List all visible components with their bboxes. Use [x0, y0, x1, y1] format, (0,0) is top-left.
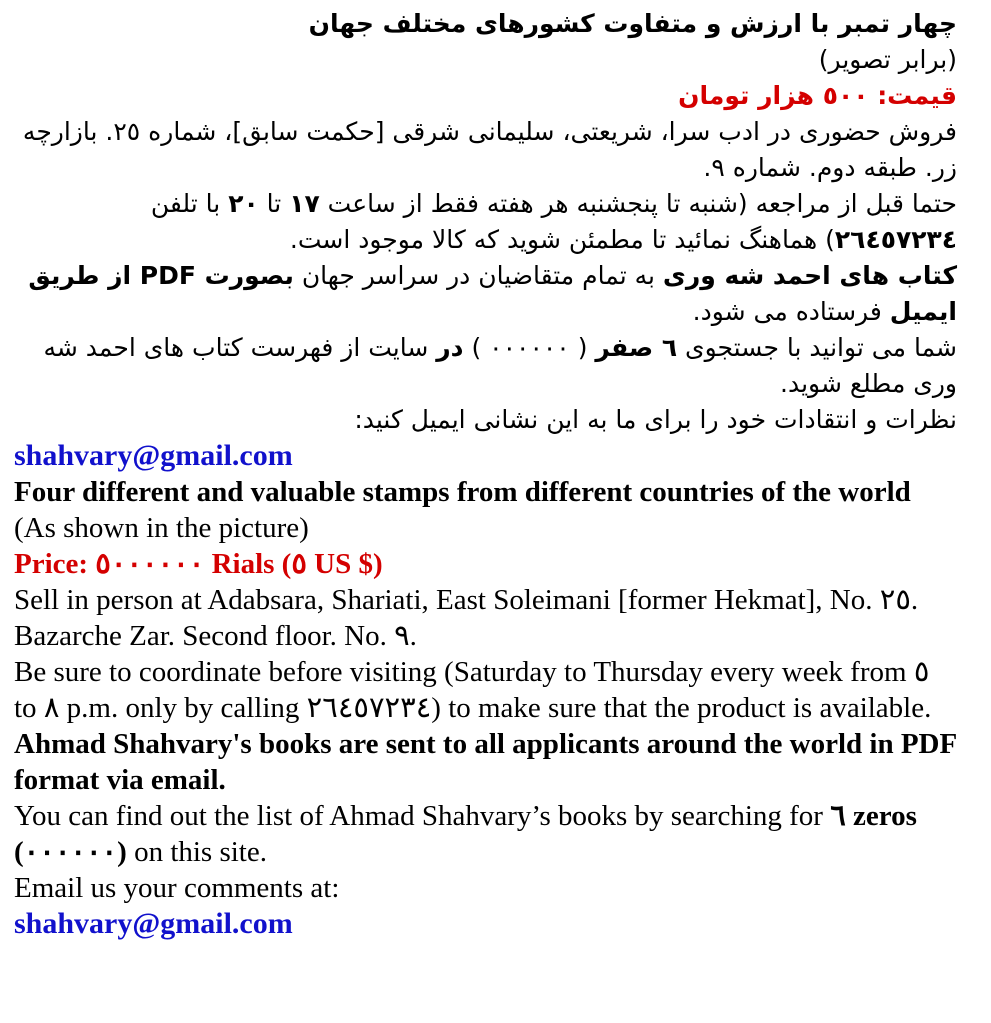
en-title: Four different and valuable stamps from different countries of the world [14, 476, 911, 508]
fa-author-books: کتاب های احمد شه وری [662, 261, 957, 290]
en-books: Ahmad Shahvary's books are sent to all applicants around the world in PDF format via email. [14, 728, 957, 796]
fa-six-zeros: ٦ صفر [595, 333, 678, 362]
fa-coordination-text-3: با تلفن [150, 189, 229, 218]
email-link-top[interactable]: shahvary@gmail.com [14, 439, 293, 472]
fa-coordination-text-4: ) هماهنگ نمائید تا مطمئن شوید که کالا موجود است. [289, 225, 835, 254]
fa-books [14, 258, 957, 330]
en-comments-prompt: Email us your comments at: [14, 872, 340, 904]
fa-hours-end: ٢٠ [228, 189, 259, 218]
fa-coordination-text-2: تا [258, 189, 290, 218]
fa-books-text-2: فرستاده می شود. [692, 297, 890, 326]
fa-search-text-1: شما می توانید با جستجوی [677, 333, 957, 362]
fa-subtitle: (برابر تصویر) [818, 45, 957, 74]
fa-phone-number: ٢٦٤٥٧٢٣٤ [834, 225, 957, 254]
fa-search-text-2: سایت از فهرست کتاب های احمد شه وری مطلع شوید. [43, 333, 957, 398]
fa-pdf-email-phrase: بصورت PDF از طریق ایمیل [28, 261, 957, 326]
en-search-text-2: on this site. [126, 836, 267, 868]
fa-search [14, 330, 957, 402]
en-six-zeros: ٦ zeros (٠٠٠٠٠٠) [14, 800, 917, 868]
en-search-text-1: You can find out the list of Ahmad Shahvary’s books by searching for [14, 800, 831, 832]
fa-address: فروش حضوری در ادب سرا، شریعتی، سلیمانی شرقی [حکمت سابق]، شماره ٢٥. بازارچه زر. طبقه دوم. شماره ٩. [22, 117, 957, 182]
en-search [14, 798, 957, 870]
fa-comments-prompt: نظرات و انتقادات خود را برای ما به این نشانی ایمیل کنید: [354, 405, 957, 434]
fa-hours-start: ١٧ [289, 189, 320, 218]
fa-title: چهار تمبر با ارزش و متفاوت کشورهای مختلف جهان [308, 9, 957, 38]
fa-in-word: در [436, 333, 464, 362]
fa-zeros-digits: ( ٠٠٠٠٠٠ ) [463, 333, 596, 362]
en-address: Sell in person at Adabsara, Shariati, East Soleimani [former Hekmat], No. ٢٥. Bazarche Zar. Second floor. No. ٩. [14, 584, 919, 652]
fa-books-text-1: به تمام متقاضیان در سراسر جهان [293, 261, 663, 290]
en-price: Price: ٥٠٠٠٠٠٠ Rials (٥ US $) [14, 548, 383, 580]
email-link-bottom[interactable]: shahvary@gmail.com [14, 907, 293, 940]
en-coordination: Be sure to coordinate before visiting (Saturday to Thursday every week from ٥ to ٨ p.m. only by calling ٢٦٤٥٧٢٣٤) to make sure that the product is available. [14, 656, 932, 724]
en-subtitle: (As shown in the picture) [14, 512, 309, 544]
fa-price: قیمت: ٥٠٠ هزار تومان [678, 81, 957, 110]
fa-coordination-text-1: حتما قبل از مراجعه (شنبه تا پنجشنبه هر هفته فقط از ساعت [319, 189, 957, 218]
fa-coordination [14, 186, 957, 258]
